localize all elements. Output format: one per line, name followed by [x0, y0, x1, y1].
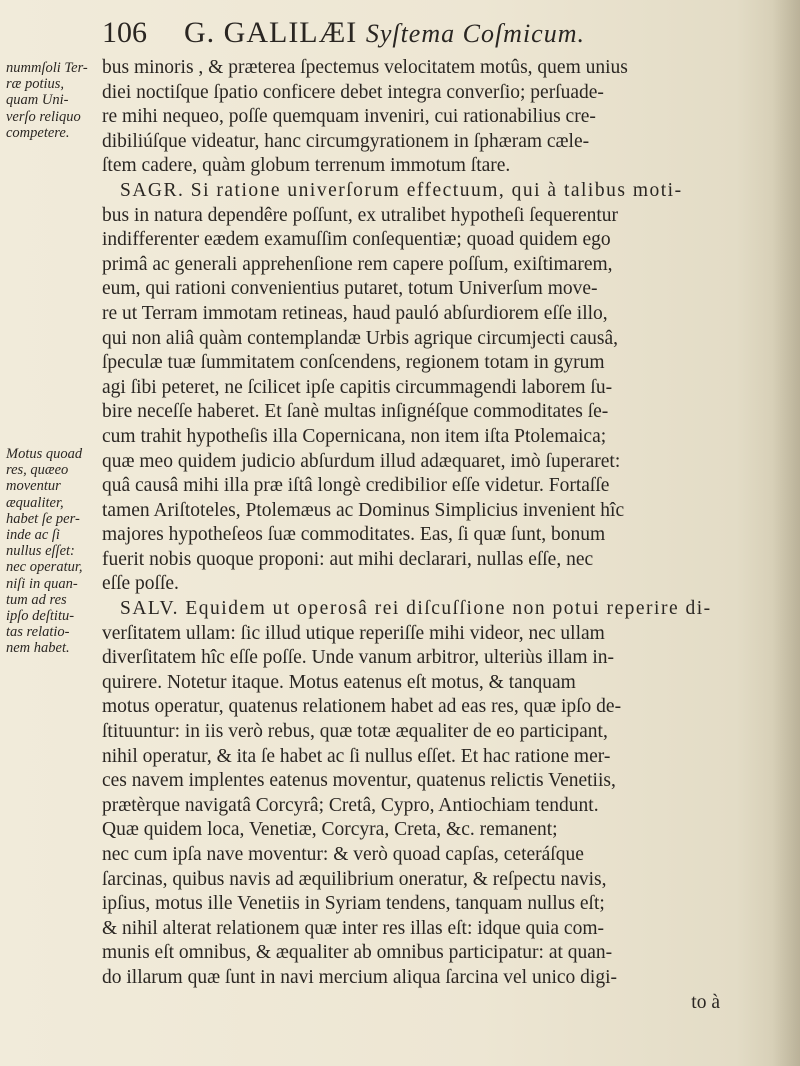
- text-line: do illarum quæ ſunt in navi mercium aliqua ſarcina vel unico digi-: [102, 966, 617, 988]
- margin-line: quam Uni-: [6, 92, 69, 109]
- text-line: ces navem implentes eatenus moventur, quatenus relictis Venetiis,: [102, 770, 616, 792]
- text-line-speaker-salv: SALV. Equidem ut operosâ rei diſcuſſione non potui reperire di-: [120, 598, 712, 620]
- margin-line: tum ad res: [6, 591, 67, 608]
- text-line: quâ causâ mihi illa præ iſtâ longè credibilior eſſe videtur. Fortaſſe: [102, 475, 610, 497]
- text-line: quirere. Notetur itaque. Motus eatenus eſt motus, & tanquam: [102, 671, 576, 693]
- text-line: diverſitatem hîc eſſe poſſe. Unde vanum arbitror, ulteriùs illam in-: [102, 647, 615, 669]
- running-header: [102, 14, 742, 54]
- text-line: fuerit nobis quoque proponi: aut mihi declarari, nullas eſſe, nec: [102, 548, 594, 570]
- text-line: eum, qui rationi convenientius putaret, totum Univerſum move-: [102, 278, 598, 300]
- text-line: prætèrque navigatâ Corcyrâ; Cretâ, Cypro, Antiochiam tendunt.: [102, 794, 599, 816]
- text-line: dibiliúſque videatur, hanc circumgyrationem in ſphæram cæle-: [102, 130, 590, 152]
- text-line: motus operatur, quatenus relationem habet ad eas res, quæ ipſo de-: [102, 696, 622, 718]
- margin-line: res, quæeo: [6, 462, 69, 479]
- margin-line: nullus eſſet:: [6, 543, 75, 560]
- text-line: agi ſibi peteret, ne ſcilicet ipſe capitis circummagendi laborem ſu-: [102, 376, 613, 398]
- margin-line: habet ſe per-: [6, 510, 80, 527]
- text-line: eſſe poſſe.: [102, 573, 179, 595]
- text-line: majores hypotheſeos ſuæ commoditates. Eas, ſi quæ ſunt, bonum: [102, 524, 606, 546]
- text-line-speaker-sagr: SAGR. Si ratione univerſorum effectuum, qui à talibus moti-: [120, 179, 683, 201]
- margin-line: tas relatio-: [6, 624, 70, 641]
- work-title: Syſtema Coſmicum.: [365, 19, 585, 48]
- margin-line: ipſo deſtitu-: [6, 608, 75, 625]
- page-number: 106: [102, 16, 147, 49]
- margin-line: competere.: [6, 124, 70, 141]
- margin-note-motion: [6, 446, 100, 657]
- text-line: ſarcinas, quibus navis ad æquilibrium oneratur, & reſpectu navis,: [102, 868, 607, 890]
- text-line: ſpeculæ tuæ ſummitatem conſcendens, regionem totam in gyrum: [102, 352, 605, 374]
- margin-line: inde ac ſi: [6, 527, 60, 544]
- text-line: diei noctiſque ſpatio conficere debet integra converſio; perſuade-: [102, 81, 604, 103]
- text-line: bus in natura dependêre poſſunt, ex utralibet hypotheſi ſequerentur: [102, 204, 619, 226]
- text-line: ſtem cadere, quàm globum terrenum immotum ſtare.: [102, 155, 511, 177]
- margin-line: ræ potius,: [6, 76, 65, 93]
- text-line: munis eſt omnibus, & æqualiter ab omnibus participatur: at quan-: [102, 942, 613, 964]
- text-line: qui non aliâ quàm contemplandæ Urbis agrique circumjecti causâ,: [102, 327, 619, 349]
- text-line: nec cum ipſa nave moventur: & verò quoad capſas, ceteráſque: [102, 844, 584, 865]
- text-line: & nihil alterat relationem quæ inter res illas eſt: idque quia com-: [102, 917, 604, 939]
- body-text: [102, 56, 750, 1015]
- text-line: quæ meo quidem judicio abſurdum illud adæquaret, imò ſuperaret:: [102, 450, 621, 472]
- margin-line: niſi in quan-: [6, 575, 78, 592]
- text-line: re mihi nequeo, poſſe quemquam inveniri, cui rationabilius cre-: [102, 106, 596, 128]
- text-line: re ut Terram immotam retineas, haud pauló abſurdiorem eſſe illo,: [102, 302, 608, 324]
- margin-line: nec operatur,: [6, 559, 83, 576]
- text-line: primâ ac generali apprehenſione rem capere poſſum, exiſtimarem,: [102, 253, 613, 275]
- text-line: Quæ quidem loca, Venetiæ, Corcyra, Creta, &c. remanent;: [102, 819, 558, 841]
- text-line: verſitatem ullam: ſic illud utique reperiſſe mihi videor, nec ullam: [102, 622, 605, 644]
- text-line: bus minoris , & præterea ſpectemus velocitatem motûs, quem unius: [102, 57, 628, 78]
- text-line: bire neceſſe haberet. Et ſanè multas inſignéſque commoditates ſe-: [102, 401, 609, 423]
- text-line: ſtituuntur: in iis verò rebus, quæ totæ æqualiter de eo participant,: [102, 721, 608, 743]
- page-gutter-shadow: [772, 0, 800, 1066]
- margin-line: æqualiter,: [6, 494, 64, 511]
- margin-line: verſo reliquo: [6, 108, 81, 125]
- text-line: ipſius, motus ille Venetiis in Syriam tendens, tanquam nullus eſt;: [102, 893, 605, 915]
- author-name: G. GALILÆI: [184, 16, 358, 49]
- margin-line: moventur: [6, 478, 61, 495]
- text-line: nihil operatur, & ita ſe habet ac ſi nullus eſſet. Et hac ratione mer-: [102, 745, 611, 767]
- text-line: indifferenter eædem examuſſim conſequentiæ; quoad quidem ego: [102, 229, 611, 251]
- margin-line: nem habet.: [6, 640, 70, 657]
- running-title: [184, 16, 585, 50]
- text-line: cum trahit hypotheſis illa Copernicana, non item iſta Ptolemaica;: [102, 425, 607, 447]
- text-line: tamen Ariſtoteles, Ptolemæus ac Dominus Simplicius invenient hîc: [102, 499, 625, 521]
- margin-line: nummſoli Ter-: [6, 60, 88, 76]
- margin-note-orbit: [6, 60, 100, 141]
- text-line-catchword: to à: [691, 991, 720, 1013]
- margin-line: Motus quoad: [6, 446, 83, 462]
